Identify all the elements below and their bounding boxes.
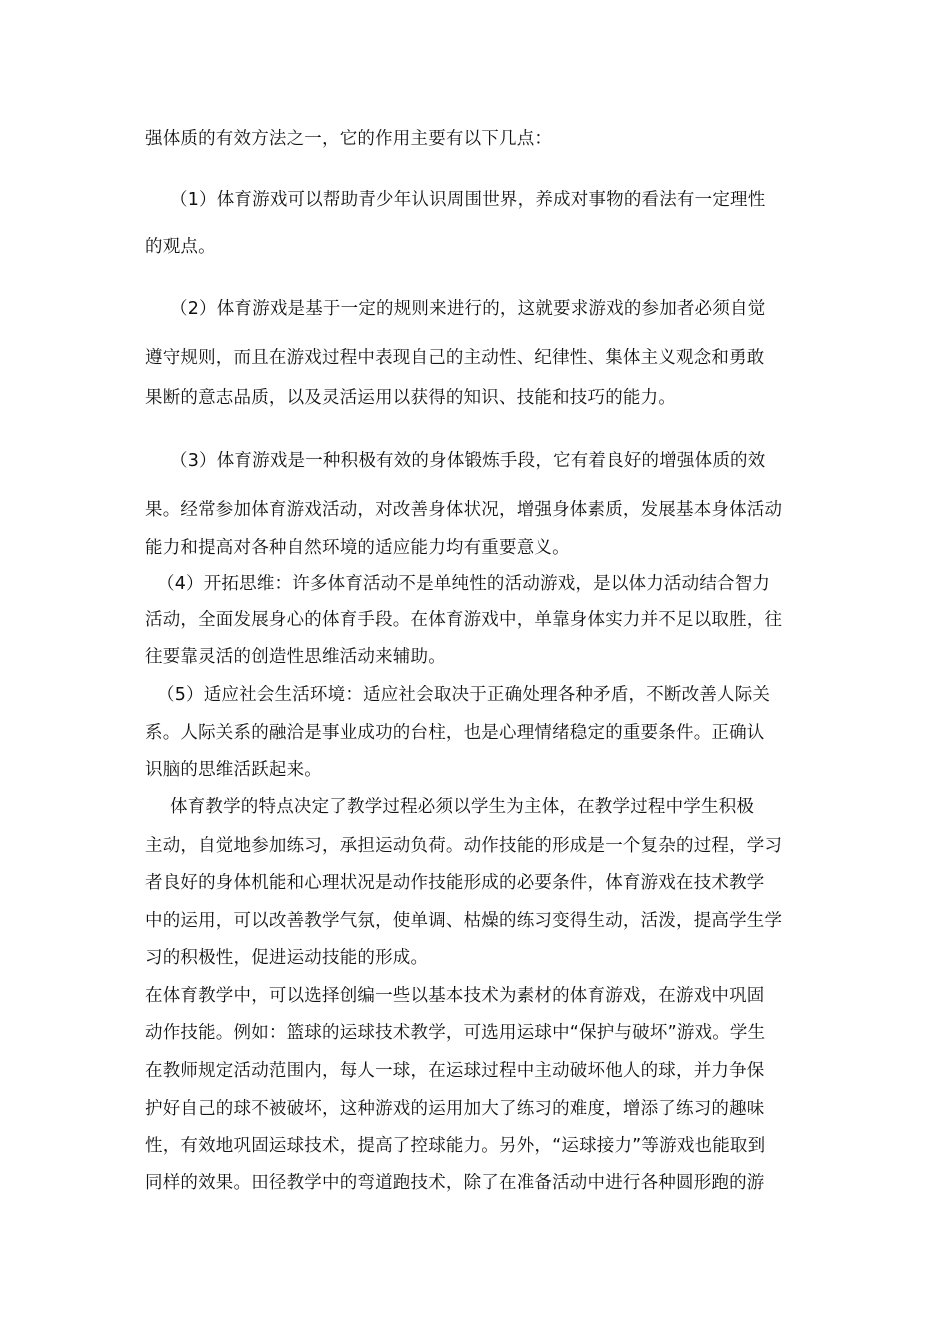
text-line: 果断的意志品质，以及灵活运用以获得的知识、技能和技巧的能力。	[145, 388, 676, 408]
text-line: 性，有效地巩固运球技术，提高了控球能力。另外，“运球接力”等游戏也能取到	[145, 1136, 766, 1156]
text-line: 体育教学的特点决定了教学过程必须以学生为主体，在教学过程中学生积极	[170, 797, 755, 817]
text-line: 果。经常参加体育游戏活动，对改善身体状况，增强身体素质，发展基本身体活动	[145, 500, 783, 520]
text-line: 活动，全面发展身心的体育手段。在体育游戏中，单靠身体实力并不足以取胜，往	[145, 610, 783, 630]
text-line: （2）体育游戏是基于一定的规则来进行的，这就要求游戏的参加者必须自觉	[170, 299, 766, 319]
text-line: 主动，自觉地参加练习，承担运动负荷。动作技能的形成是一个复杂的过程，学习	[145, 836, 783, 856]
text-line: 护好自己的球不被破坏，这种游戏的运用加大了练习的难度，增添了练习的趣味	[145, 1099, 765, 1119]
text-line: （4）开拓思维：许多体育活动不是单纯性的活动游戏，是以体力活动结合智力	[157, 574, 771, 594]
text-line: （3）体育游戏是一种积极有效的身体锻炼手段，它有着良好的增强体质的效	[170, 451, 766, 471]
text-line: 识脑的思维活跃起来。	[145, 760, 322, 780]
text-line: （1）体育游戏可以帮助青少年认识周围世界，养成对事物的看法有一定理性	[170, 190, 766, 210]
text-line: （5）适应社会生活环境：适应社会取决于正确处理各种矛盾，不断改善人际关	[157, 685, 771, 705]
text-line: 者良好的身体机能和心理状况是动作技能形成的必要条件，体育游戏在技术教学	[145, 873, 765, 893]
text-line: 在体育教学中，可以选择创编一些以基本技术为素材的体育游戏，在游戏中巩固	[145, 986, 765, 1006]
text-line: 能力和提高对各种自然环境的适应能力均有重要意义。	[145, 538, 570, 558]
text-line: 中的运用，可以改善教学气氛，使单调、枯燥的练习变得生动，活泼，提高学生学	[145, 911, 783, 931]
text-line: 往要靠灵活的创造性思维活动来辅助。	[145, 647, 446, 667]
text-line: 动作技能。例如：篮球的运球技术教学，可选用运球中“保护与破坏”游戏。学生	[145, 1023, 766, 1043]
text-line: 遵守规则，而且在游戏过程中表现自己的主动性、纪律性、集体主义观念和勇敢	[145, 348, 765, 368]
text-line: 习的积极性，促进运动技能的形成。	[145, 948, 429, 968]
text-line: 同样的效果。田径教学中的弯道跑技术，除了在准备活动中进行各种圆形跑的游	[145, 1173, 765, 1193]
text-line: 的观点。	[145, 237, 216, 257]
text-line: 在教师规定活动范围内，每人一球，在运球过程中主动破坏他人的球，并力争保	[145, 1061, 765, 1081]
text-line: 系。人际关系的融洽是事业成功的台柱，也是心理情绪稳定的重要条件。正确认	[145, 723, 765, 743]
text-line: 强体质的有效方法之一，它的作用主要有以下几点：	[145, 129, 553, 149]
